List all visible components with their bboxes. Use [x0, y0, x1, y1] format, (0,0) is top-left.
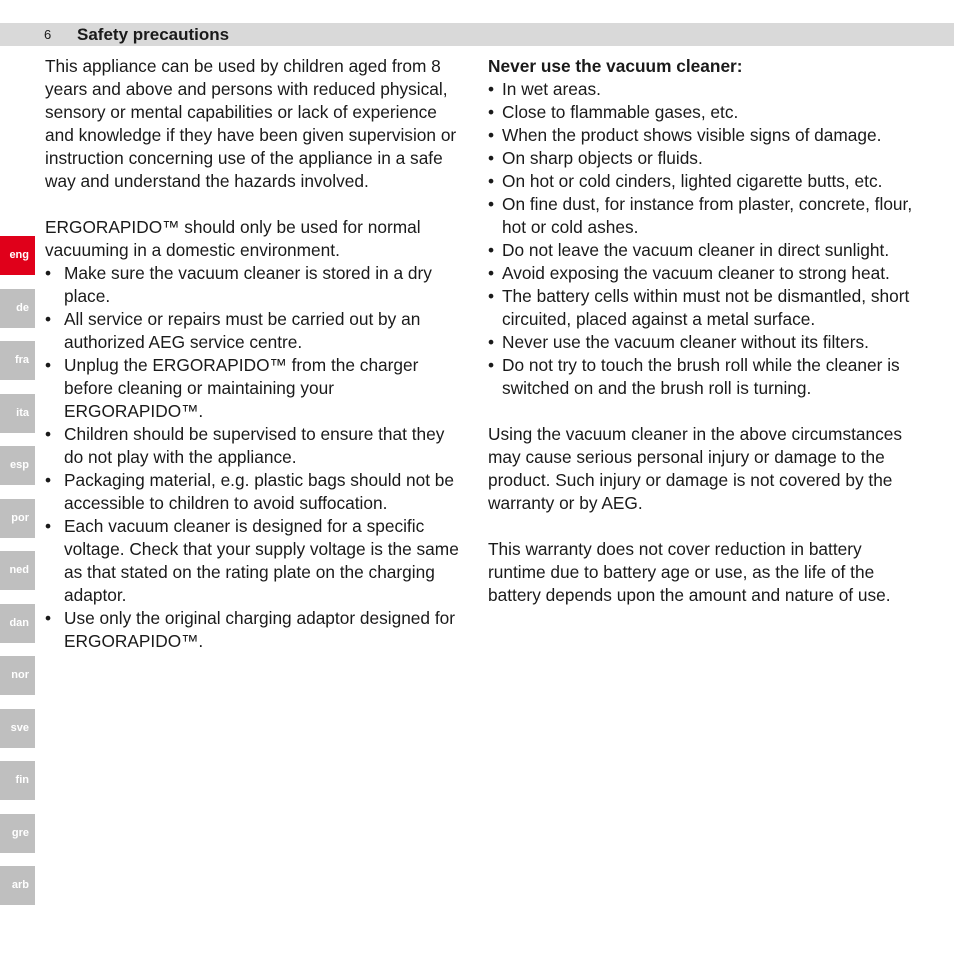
bullet-icon: •: [45, 424, 52, 444]
safety-list: [45, 262, 465, 653]
page-title: Safety precautions: [77, 25, 230, 44]
lang-tab-esp[interactable]: esp: [0, 446, 35, 485]
list-item: • Do not try to touch the brush roll while the cleaner is switched on and the brush roll is turning.: [488, 355, 900, 398]
bullet-icon: •: [488, 148, 495, 168]
list-item: • All service or repairs must be carried out by an authorized AEG service centre.: [45, 309, 421, 352]
lang-tab-fin[interactable]: fin: [0, 761, 35, 800]
list-item: • On hot or cold cinders, lighted cigarette butts, etc.: [488, 171, 883, 191]
battery-paragraph: This warranty does not cover reduction in battery runtime due to battery age or use, as the life of the battery depends upon the amount and nature of use.: [488, 539, 891, 605]
list-item: • Unplug the ERGORAPIDO™ from the charger before cleaning or maintaining your ERGORAPIDO™.: [45, 355, 419, 421]
lang-tab-eng[interactable]: eng: [0, 236, 35, 275]
bullet-icon: •: [45, 608, 52, 628]
list-item: • Do not leave the vacuum cleaner in direct sunlight.: [488, 240, 890, 260]
lang-tab-arb[interactable]: arb: [0, 866, 35, 905]
warning-paragraph: Using the vacuum cleaner in the above circumstances may cause serious personal injury or damage to the product. Such injury or damage is not covered by the warranty or by AEG.: [488, 424, 902, 513]
list-item: • Never use the vacuum cleaner without its filters.: [488, 332, 869, 352]
bullet-icon: •: [488, 286, 495, 306]
lang-tab-por[interactable]: por: [0, 499, 35, 538]
lang-tab-dan[interactable]: dan: [0, 604, 35, 643]
list-item: • Close to flammable gases, etc.: [488, 102, 739, 122]
never-use-heading: Never use the vacuum cleaner:: [488, 56, 743, 76]
lang-tab-gre[interactable]: gre: [0, 814, 35, 853]
intro-paragraph: This appliance can be used by children aged from 8 years and above and persons with reduced physical, sensory or mental capabilities or lack of experience and knowledge if they have been given supervision or instruction concerning use of the appliance in a safe way and understand the hazards involved.: [45, 56, 457, 191]
list-item: • In wet areas.: [488, 79, 601, 99]
bullet-icon: •: [488, 355, 495, 375]
list-item: • On fine dust, for instance from plaster, concrete, flour, hot or cold ashes.: [488, 194, 913, 237]
bullet-icon: •: [45, 470, 52, 490]
list-item: • The battery cells within must not be dismantled, short circuited, placed against a metal surface.: [488, 286, 910, 329]
bullet-icon: •: [45, 355, 52, 375]
bullet-icon: •: [45, 309, 52, 329]
bullet-icon: •: [488, 240, 495, 260]
bullet-icon: •: [488, 194, 495, 214]
bullet-icon: •: [488, 102, 495, 122]
lang-tab-ned[interactable]: ned: [0, 551, 35, 590]
list-item: • Use only the original charging adaptor designed for ERGORAPIDO™.: [45, 608, 455, 651]
lang-tab-ita[interactable]: ita: [0, 394, 35, 433]
page-number: 6: [44, 27, 52, 42]
bullet-icon: •: [45, 263, 52, 283]
left-column: [45, 55, 465, 653]
bullet-icon: •: [488, 79, 495, 99]
list-item: • On sharp objects or fluids.: [488, 148, 703, 168]
lang-tab-sve[interactable]: sve: [0, 709, 35, 748]
header-bar: [0, 23, 954, 46]
right-column: [488, 55, 918, 607]
never-use-list: [488, 78, 918, 400]
list-item: • Packaging material, e.g. plastic bags should not be accessible to children to avoid suffocation.: [45, 470, 455, 513]
list-item: • Avoid exposing the vacuum cleaner to strong heat.: [488, 263, 890, 283]
list-item: • When the product shows visible signs of damage.: [488, 125, 882, 145]
normal-use-paragraph: ERGORAPIDO™ should only be used for normal vacuuming in a domestic environment.: [45, 217, 421, 260]
list-item: • Each vacuum cleaner is designed for a specific voltage. Check that your supply voltage is the same as that stated on the rating plate on the charging adaptor.: [45, 516, 459, 605]
bullet-icon: •: [45, 516, 52, 536]
bullet-icon: •: [488, 332, 495, 352]
bullet-icon: •: [488, 171, 495, 191]
lang-tab-nor[interactable]: nor: [0, 656, 35, 695]
list-item: • Children should be supervised to ensure that they do not play with the appliance.: [45, 424, 445, 467]
bullet-icon: •: [488, 263, 495, 283]
list-item: • Make sure the vacuum cleaner is stored in a dry place.: [45, 263, 432, 306]
lang-tab-de[interactable]: de: [0, 289, 35, 328]
bullet-icon: •: [488, 125, 495, 145]
lang-tab-fra[interactable]: fra: [0, 341, 35, 380]
